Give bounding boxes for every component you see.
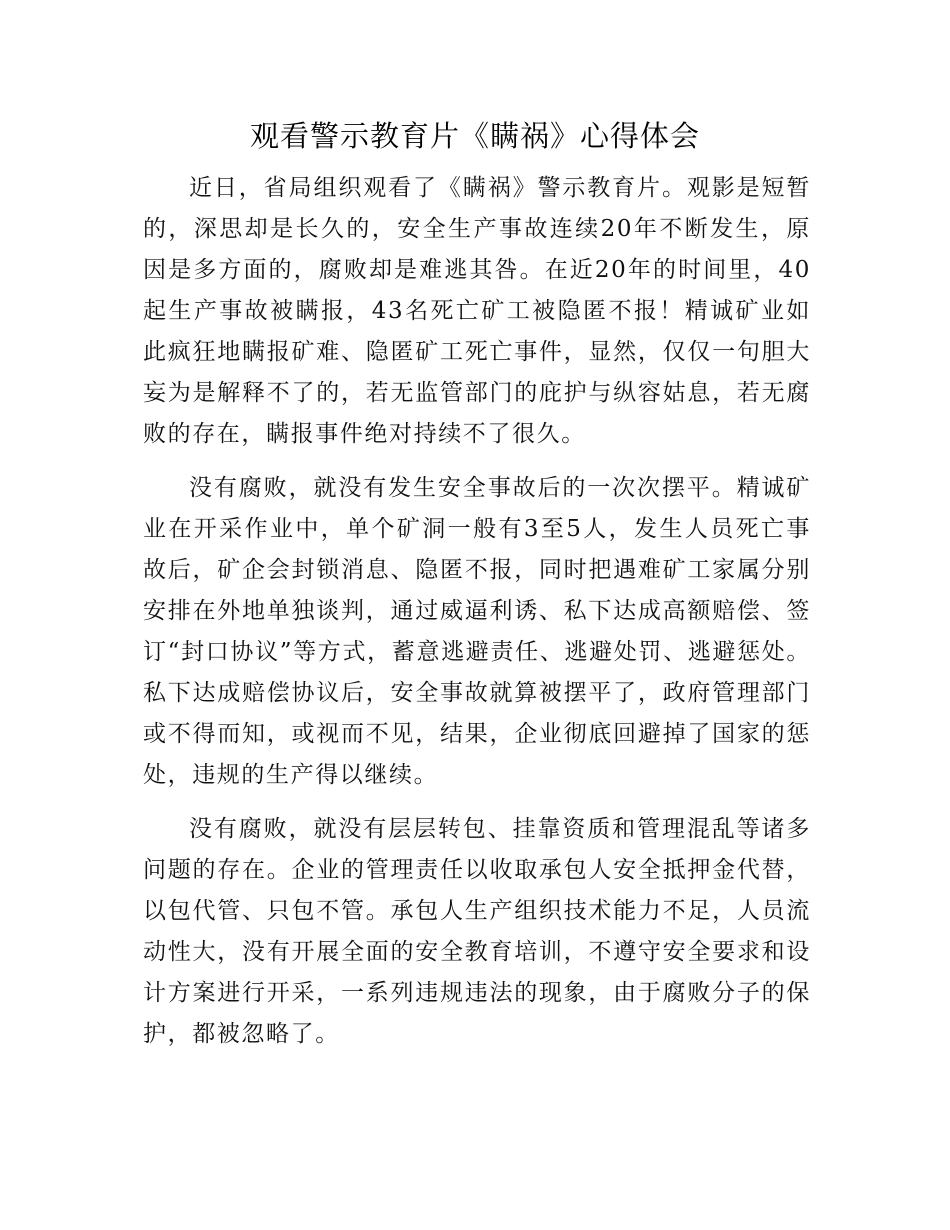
paragraph-3: 没有腐败，就没有层层转包、挂靠资质和管理混乱等诸多问题的存在。企业的管理责任以收取承包人安全抵押金代替，以包代管、只包不管。承包人生产组织技术能力不足，人员流动性大，没有开展全面的安全教育培训，不遵守安全要求和设计方案进行开采，一系列违规违法的现象，由于腐败分子的保护，都被忽略了。 <box>143 816 811 1047</box>
document-title: 观看警示教育片《瞒祸》心得体会 <box>249 119 700 153</box>
paragraph-1: 近日，省局组织观看了《瞒祸》警示教育片。观影是短暂的，深思却是长久的，安全生产事故连续20年不断发生，原因是多方面的，腐败却是难逃其咎。在近20年的时间里，40起生产事故被瞒报，43名死亡矿工被隐匿不报！精诚矿业如此疯狂地瞒报矿难、隐匿矿工死亡事件，显然，仅仅一句胆大妄为是解释不了的，若无监管部门的庇护与纵容姑息，若无腐败的存在，瞒报事件绝对持续不了很久。 <box>143 175 811 447</box>
document-body <box>143 168 811 1055</box>
paragraph-2: 没有腐败，就没有发生安全事故后的一次次摆平。精诚矿业在开采作业中，单个矿洞一般有3至5人，发生人员死亡事故后，矿企会封锁消息、隐匿不报，同时把遇难矿工家属分别安排在外地单独谈判，通过威逼利诱、私下达成高额赔偿、签订“封口协议”等方式，蓄意逃避责任、逃避处罚、逃避惩处。私下达成赔偿协议后，安全事故就算被摆平了，政府管理部门或不得而知，或视而不见，结果，企业彻底回避掉了国家的惩处，违规的生产得以继续。 <box>143 475 811 788</box>
